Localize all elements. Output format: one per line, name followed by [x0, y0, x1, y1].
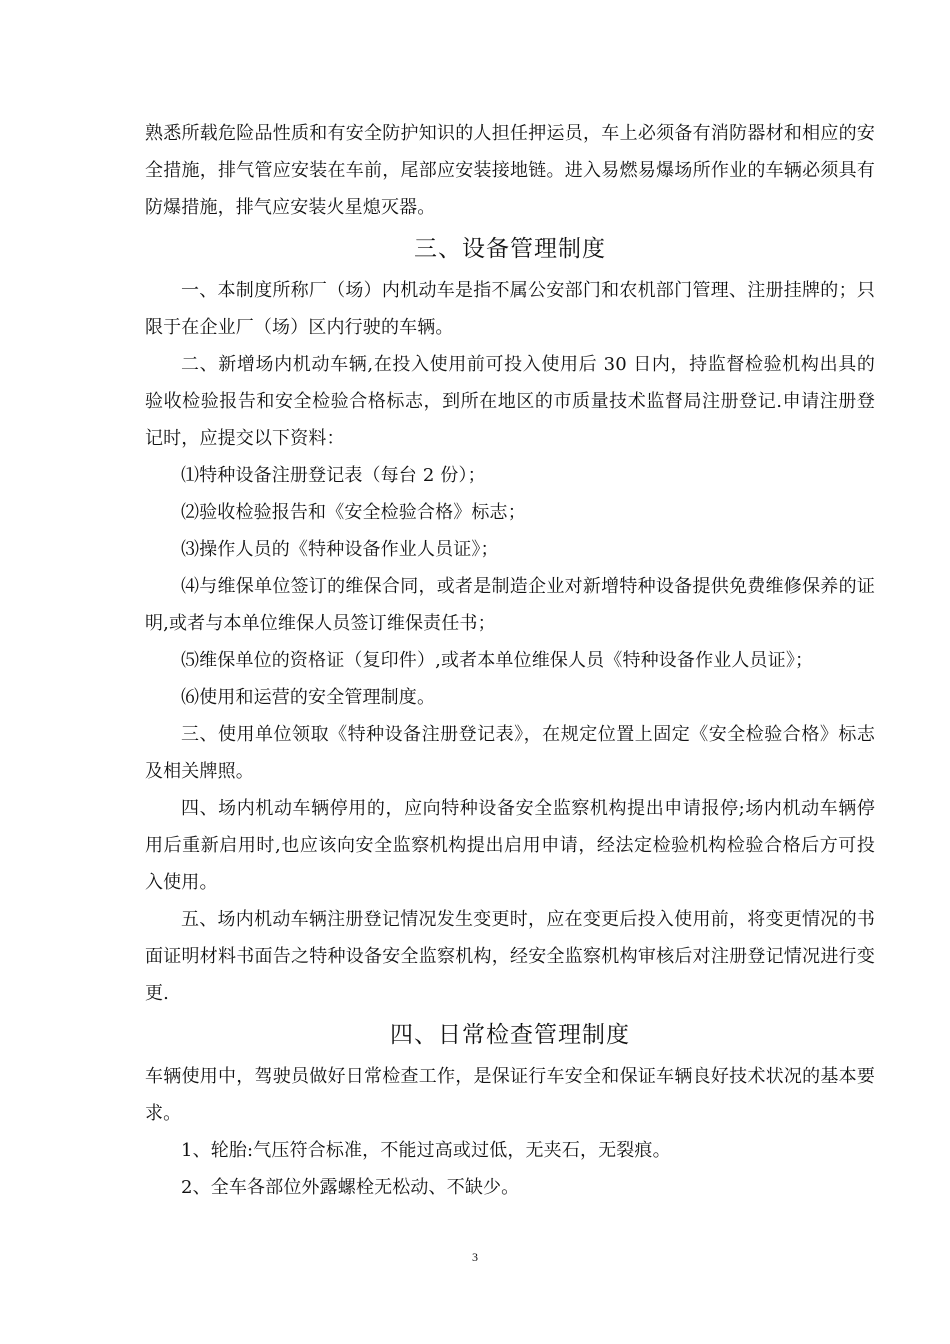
- section-3-list-item: ⑸维保单位的资格证（复印件）,或者本单位维保人员《特种设备作业人员证》；: [181, 650, 814, 671]
- section-3-list-item: ⑹使用和运营的安全管理制度。: [181, 687, 436, 708]
- page-number: 3: [472, 1250, 478, 1264]
- document-body: [145, 115, 875, 1206]
- section-4-list-item: 1、轮胎:气压符合标准，不能过高或过低，无夹石，无裂痕。: [181, 1140, 671, 1161]
- section-3-list-item: ⑵验收检验报告和《安全检验合格》标志；: [181, 502, 526, 523]
- section-3-paragraph: 三、使用单位领取《特种设备注册登记表》，在规定位置上固定《安全检验合格》标志及相关牌照。: [145, 724, 875, 782]
- section-3-paragraph: 一、本制度所称厂（场）内机动车是指不属公安部门和农机部门管理、注册挂牌的；只限于在企业厂（场）区内行驶的车辆。: [145, 280, 875, 338]
- section-3-paragraph: 四、场内机动车辆停用的，应向特种设备安全监察机构提出申请报停;场内机动车辆停用后重新启用时,也应该向安全监察机构提出启用申请，经法定检验机构检验合格后方可投入使用。: [145, 798, 875, 893]
- section-4-heading: 四、日常检查管理制度: [390, 1022, 630, 1048]
- section-3-heading: 三、设备管理制度: [414, 236, 606, 262]
- section-3-list-item: ⑷与维保单位签订的维保合同，或者是制造企业对新增特种设备提供免费维修保养的证明,或者与本单位维保人员签订维保责任书；: [145, 576, 875, 634]
- section-4-intro: 车辆使用中，驾驶员做好日常检查工作，是保证行车安全和保证车辆良好技术状况的基本要求。: [145, 1066, 875, 1124]
- section-4-list-item: 2、全车各部位外露螺栓无松动、不缺少。: [181, 1177, 520, 1198]
- section-3-list-item: ⑶操作人员的《特种设备作业人员证》；: [181, 539, 499, 560]
- section-3-list-item: ⑴特种设备注册登记表（每台 2 份）；: [181, 465, 486, 486]
- opening-paragraph: 熟悉所载危险品性质和有安全防护知识的人担任押运员，车上必须备有消防器材和相应的安全措施，排气管应安装在车前，尾部应安装接地链。进入易燃易爆场所作业的车辆必须具有防爆措施，排气应安装火星熄灭器。: [145, 123, 875, 218]
- section-3-paragraph: 五、场内机动车辆注册登记情况发生变更时，应在变更后投入使用前，将变更情况的书面证明材料书面告之特种设备安全监察机构，经安全监察机构审核后对注册登记情况进行变更.: [145, 909, 875, 1004]
- section-3-paragraph: 二、新增场内机动车辆,在投入使用前可投入使用后 30 日内，持监督检验机构出具的验收检验报告和安全检验合格标志，到所在地区的市质量技术监督局注册登记.申请注册登记时，应提交以下资料：: [145, 354, 875, 449]
